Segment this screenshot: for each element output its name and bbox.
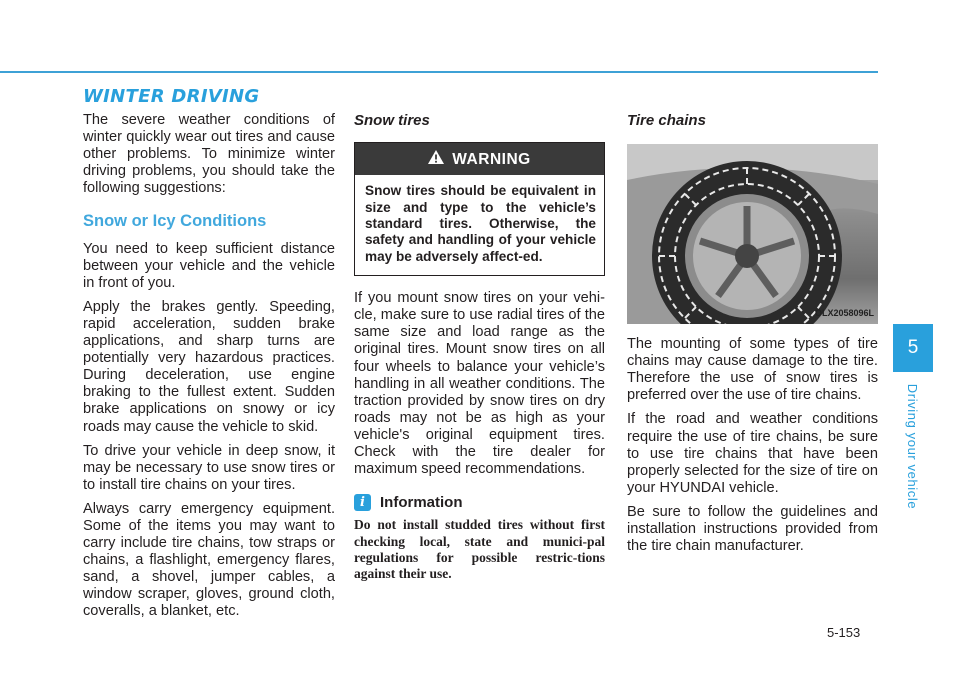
warning-text: Snow tires should be equivalent in size and type to the vehicle’s standard tires. Otherwise, the safety and handling of your vehicle may be adversely affect-ed. [365, 183, 596, 264]
section-heading-tire-chains: Tire chains [627, 112, 706, 129]
page-number: 5-153 [827, 625, 861, 640]
paragraph: Apply the brakes gently. Speeding, rapid acceleration, sudden brake applications, and sharp turns are potentially very hazardous practices. During deceleration, use engine braking to the fullest extent. Sudden brake applications on snowy or icy roads may cause the vehicle to skid. [83, 298, 335, 435]
intro-paragraph: The severe weather conditions of winter quickly wear out tires and cause other problems. To minimize winter driving problems, you should take the following suggestions: [83, 112, 335, 197]
information-label: Information [380, 494, 463, 512]
snow-tires-body: If you mount snow tires on your vehi-cle, make sure to use radial tires of the same size and load range as the original tires. Mount snow tires on all four wheels to balance your vehicle’s handling in all weather conditions. The traction provided by snow tires on dry roads may not be as high as your vehicle's original equipment tires. Check with the tire dealer for maximum speed recommendations. [354, 290, 605, 478]
paragraph: Always carry emergency equipment. Some of the items you may want to carry include tire chains, tow straps or chains, a flashlight, emergency flares, sand, a shovel, jumper cables, a window scraper, gloves, ground cloth, coveralls, a blanket, etc. [83, 500, 335, 620]
information-icon: i [354, 494, 371, 511]
information-header [354, 494, 605, 511]
column-3 [627, 112, 878, 562]
chapter-title: Driving your vehicle [905, 383, 921, 509]
warning-triangle-icon [428, 150, 444, 168]
chapter-number-tab: 5 [893, 324, 933, 372]
paragraph: If the road and weather conditions require the use of tire chains, be sure to use tire chains that have been properly selected for the size of tire on your HYUNDAI vehicle. [627, 411, 878, 496]
warning-header [355, 143, 604, 175]
column-1 [83, 112, 335, 628]
section-heading-snow-tires: Snow tires [354, 112, 430, 129]
tire-chain-photo [627, 144, 878, 324]
page-title: WINTER DRIVING [83, 86, 260, 107]
image-code: OLX2058096L [814, 308, 874, 318]
warning-box [354, 142, 605, 276]
tire-chain-illustration [627, 144, 878, 324]
information-text: Do not install studded tires without first checking local, state and munici-pal regulations for possible restric-tions against their use. [354, 517, 605, 582]
paragraph: Be sure to follow the guidelines and installation instructions provided from the tire chain manufacturer. [627, 503, 878, 555]
section-heading-snow-icy: Snow or Icy Conditions [83, 212, 267, 231]
paragraph: You need to keep sufficient distance between your vehicle and the vehicle in front of you. [83, 240, 335, 291]
column-2 [354, 112, 605, 590]
paragraph: The mounting of some types of tire chains may cause damage to the tire. Therefore the use of snow tires is preferred over the use of tire chains. [627, 336, 878, 404]
paragraph: To drive your vehicle in deep snow, it may be necessary to use snow tires or to install tire chains on your tires. [83, 442, 335, 493]
top-rule [0, 71, 878, 73]
warning-label: WARNING [452, 150, 531, 168]
chapter-title-vertical [893, 383, 933, 509]
